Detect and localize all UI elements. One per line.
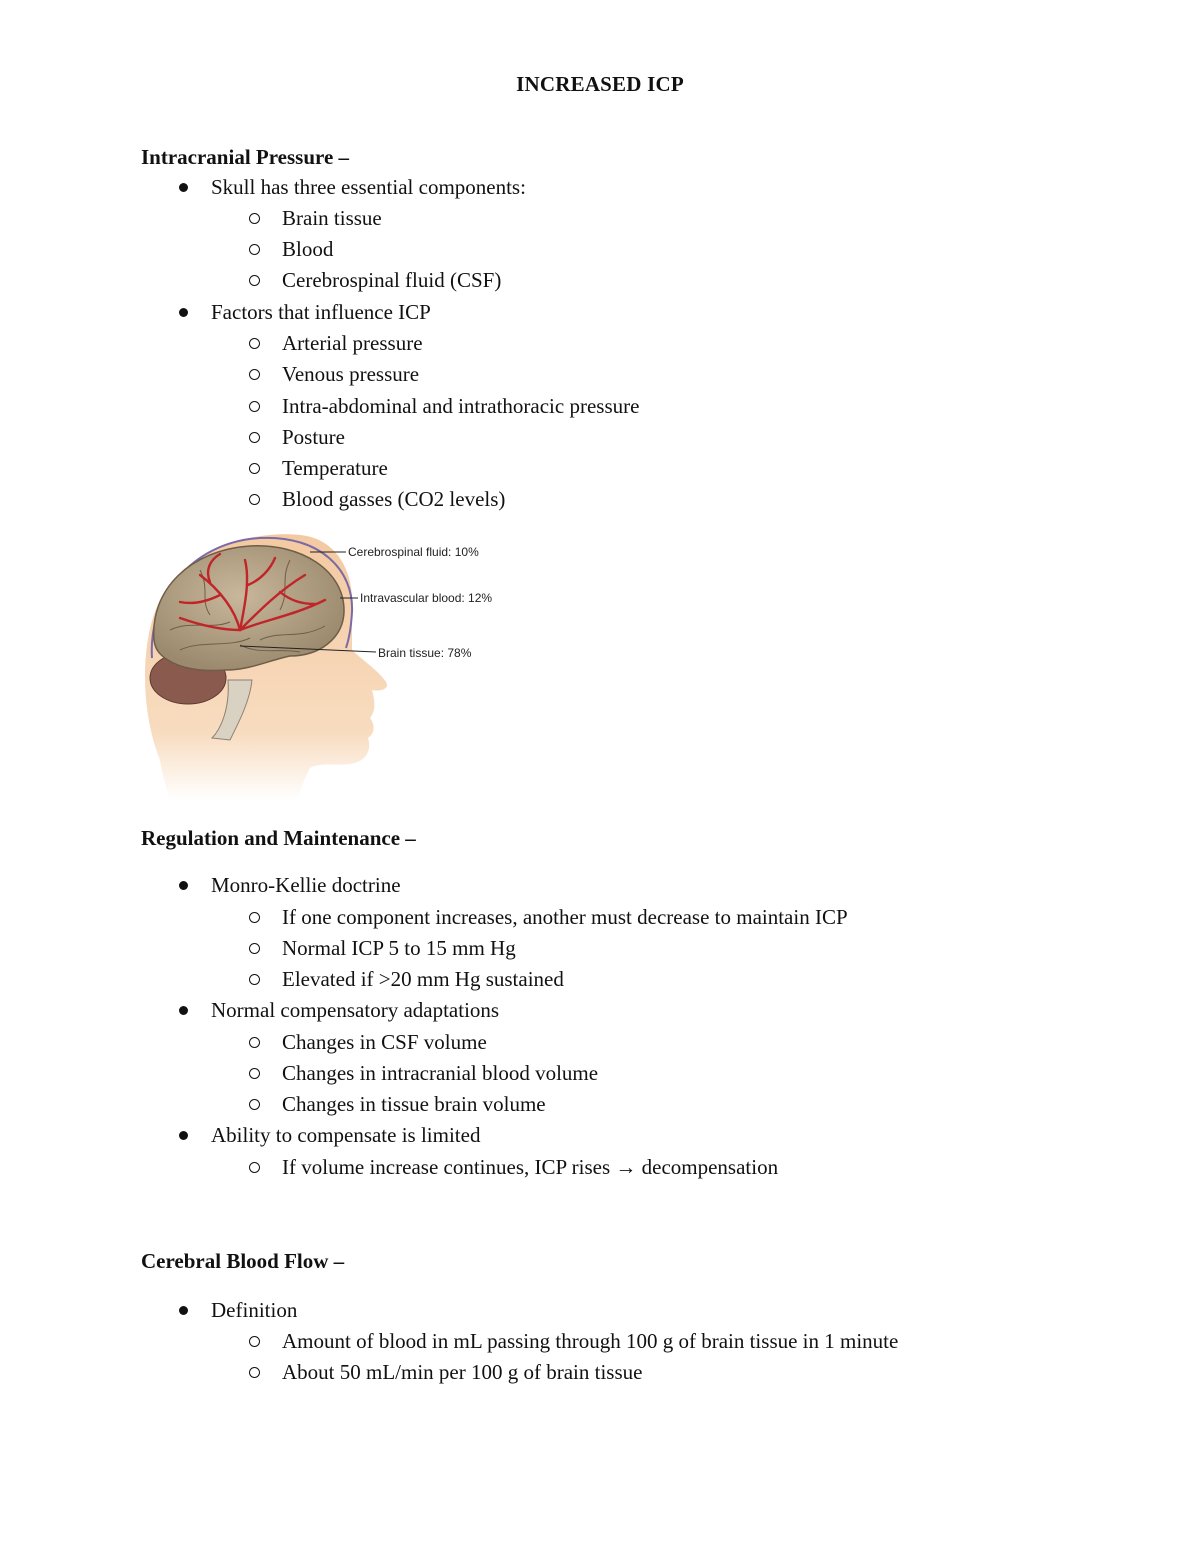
circle-bullet-icon — [249, 1162, 260, 1173]
sub-list-item: Blood gasses (CO2 levels) — [282, 487, 506, 511]
list-item: Ability to compensate is limited — [211, 1123, 481, 1147]
page-title: INCREASED ICP — [516, 72, 684, 96]
circle-bullet-icon — [249, 401, 260, 412]
sub-list-item: Blood — [282, 237, 334, 261]
sub-list-item: Posture — [282, 425, 345, 449]
sub-list-item: Venous pressure — [282, 362, 420, 386]
sub-list-item: Intra-abdominal and intrathoracic pressure — [282, 394, 640, 418]
sub-list-item: Temperature — [282, 456, 388, 480]
circle-bullet-icon — [249, 943, 260, 954]
bullet-icon — [179, 881, 188, 890]
sub-list-item: Arterial pressure — [282, 331, 423, 355]
sub-list-item: Brain tissue — [282, 206, 382, 230]
bullet-icon — [179, 1306, 188, 1315]
circle-bullet-icon — [249, 213, 260, 224]
circle-bullet-icon — [249, 463, 260, 474]
list-item: Normal compensatory adaptations — [211, 998, 500, 1022]
bullet-icon — [179, 183, 188, 192]
brain — [154, 546, 344, 671]
circle-bullet-icon — [249, 338, 260, 349]
circle-bullet-icon — [249, 1336, 260, 1347]
sub-list-item: About 50 mL/min per 100 g of brain tissue — [282, 1360, 643, 1384]
circle-bullet-icon — [249, 1099, 260, 1110]
sub-list-item: Changes in intracranial blood volume — [282, 1061, 599, 1085]
circle-bullet-icon — [249, 1068, 260, 1079]
circle-bullet-icon — [249, 974, 260, 985]
circle-bullet-icon — [249, 1037, 260, 1048]
list-item: Factors that influence ICP — [211, 300, 431, 324]
section-heading-regulation: Regulation and Maintenance – — [141, 826, 416, 850]
sub-list-item: Cerebrospinal fluid (CSF) — [282, 268, 502, 292]
sub-list-item: Elevated if >20 mm Hg sustained — [282, 967, 564, 991]
bullet-icon — [179, 1006, 188, 1015]
figure-label-csf: Cerebrospinal fluid: 10% — [348, 545, 479, 559]
circle-bullet-icon — [249, 432, 260, 443]
section-heading-intracranial-pressure: Intracranial Pressure – — [141, 145, 350, 169]
sub-list-item: If one component increases, another must decrease to maintain ICP — [282, 905, 848, 929]
head-brain-illustration — [140, 530, 520, 802]
sub-list-item: Changes in CSF volume — [282, 1030, 487, 1054]
circle-bullet-icon — [249, 275, 260, 286]
circle-bullet-icon — [249, 494, 260, 505]
list-item: Skull has three essential components: — [211, 175, 526, 199]
list-item: Definition — [211, 1298, 298, 1322]
sub-list-item: Amount of blood in mL passing through 100 g of brain tissue in 1 minute — [282, 1329, 899, 1353]
sub-list-item: If volume increase continues, ICP rises → decompensation — [282, 1155, 779, 1179]
sub-list-item: Changes in tissue brain volume — [282, 1092, 546, 1116]
bullet-icon — [179, 1131, 188, 1140]
figure-label-blood: Intravascular blood: 12% — [360, 591, 493, 605]
circle-bullet-icon — [249, 912, 260, 923]
list-item: Monro-Kellie doctrine — [211, 873, 401, 897]
circle-bullet-icon — [249, 244, 260, 255]
bullet-icon — [179, 308, 188, 317]
figure-label-tissue: Brain tissue: 78% — [378, 646, 472, 660]
circle-bullet-icon — [249, 369, 260, 380]
section-heading-cerebral-blood-flow: Cerebral Blood Flow – — [141, 1249, 345, 1273]
sub-list-item: Normal ICP 5 to 15 mm Hg — [282, 936, 516, 960]
circle-bullet-icon — [249, 1367, 260, 1378]
